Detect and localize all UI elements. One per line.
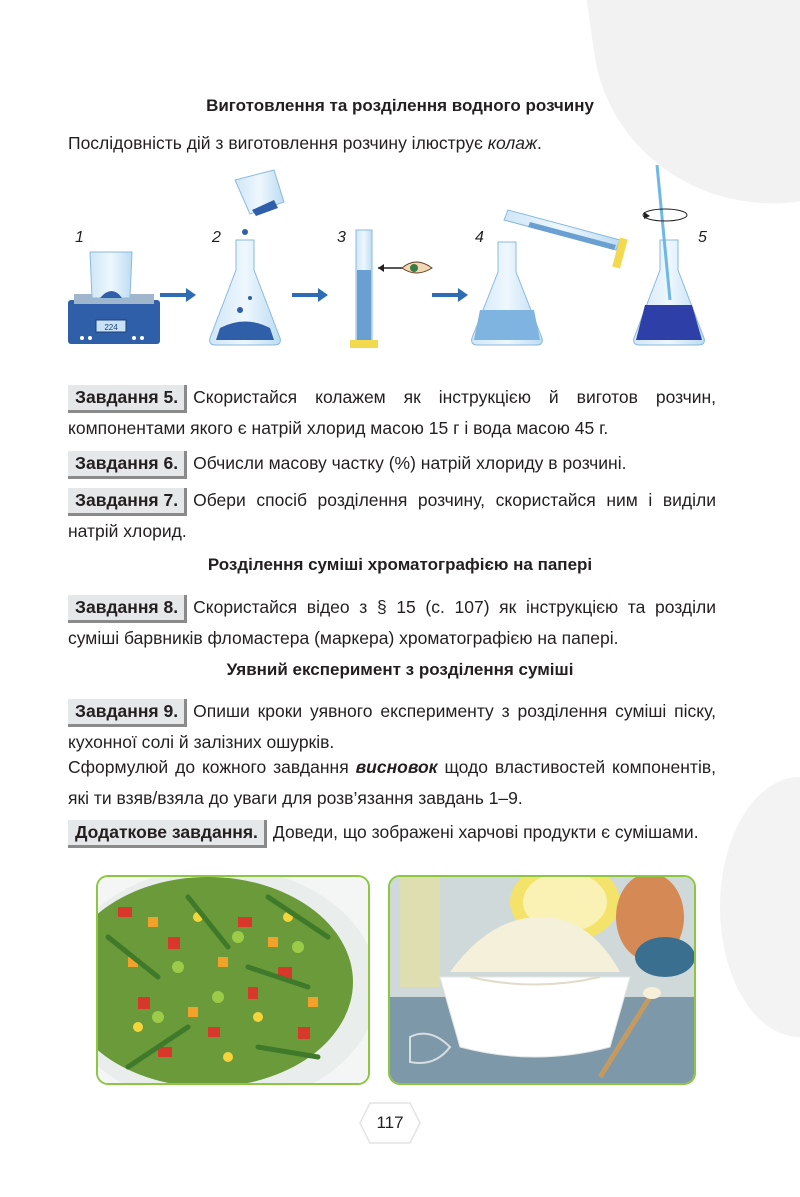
task-9	[68, 696, 716, 758]
solution-collage	[60, 160, 730, 360]
step-number: 4	[475, 229, 484, 246]
conclusion-bold: висновок	[355, 757, 438, 777]
task-text: Обчисли масову частку (%) натрій хлориду в розчині.	[193, 453, 627, 473]
scale-display: 224	[104, 323, 118, 332]
flask-icon	[472, 242, 543, 345]
task-label: Додаткове завдання.	[68, 820, 267, 848]
task-text: Доведи, що зображені харчові продукти є сумішами.	[272, 822, 699, 842]
beaker-icon	[90, 252, 132, 298]
task-text: Скористайся відео з § 15 (с. 107) як інструкцією та розділи суміші барвників фломастера (маркера) хроматографією на папері.	[68, 597, 716, 648]
heading-chromatography: Розділення суміші хроматографією на папері	[207, 555, 593, 574]
task-8	[68, 592, 716, 654]
step-number: 3	[337, 229, 346, 246]
arrow-right-icon	[160, 288, 196, 302]
step-number: 2	[212, 229, 221, 246]
measuring-cylinder-icon	[350, 230, 378, 348]
eye-icon	[402, 262, 432, 273]
arrow-right-icon	[432, 288, 468, 302]
mayonnaise-image	[390, 877, 694, 1083]
heading-solution: Виготовлення та розділення водного розчину	[206, 96, 594, 115]
task-text: Скористайся колажем як інструкцією й виготов розчин, компонентами якого є натрій хлорид масою 15 г і вода масою 45 г.	[68, 387, 716, 438]
task-text: Обери спосіб розділення розчину, скористайся ним і виділи натрій хлорид.	[68, 490, 716, 541]
page-side-decoration	[720, 777, 800, 1037]
task-7	[68, 485, 716, 547]
task-text: Опиши кроки уявного експерименту з розділення суміші піску, кухонної солі й залізних ошурків.	[68, 701, 716, 752]
extra-task	[68, 817, 716, 848]
mixed-vegetables-photo	[96, 875, 370, 1085]
mayonnaise-photo	[388, 875, 696, 1085]
flask-icon	[210, 240, 281, 345]
vegetables-image	[98, 877, 368, 1083]
heading-thought-experiment: Уявний експеримент з розділення суміші	[226, 660, 574, 679]
task-label: Завдання 6.	[68, 451, 187, 479]
task-label: Завдання 9.	[68, 699, 187, 727]
scale-icon	[68, 294, 160, 344]
step-number: 5	[698, 229, 707, 246]
task-5	[68, 382, 716, 444]
step-number: 1	[75, 229, 84, 246]
measuring-cylinder-icon	[504, 210, 628, 269]
intro-paragraph: Послідовність дій з виготовлення розчину ілюструє колаж.	[68, 133, 542, 153]
task-label: Завдання 5.	[68, 385, 187, 413]
task-label: Завдання 8.	[68, 595, 187, 623]
arrow-right-icon	[292, 288, 328, 302]
task-6	[68, 448, 716, 479]
conclusion-paragraph: Сформулюй до кожного завдання висновок щодо властивостей компонентів, які ти взяв/взяла до уваги для розв’язання завдань 1–9.	[68, 757, 716, 808]
beaker-icon	[235, 170, 284, 235]
page-number: 117	[358, 1101, 422, 1145]
task-label: Завдання 7.	[68, 488, 187, 516]
intro-italic: колаж	[487, 133, 538, 153]
